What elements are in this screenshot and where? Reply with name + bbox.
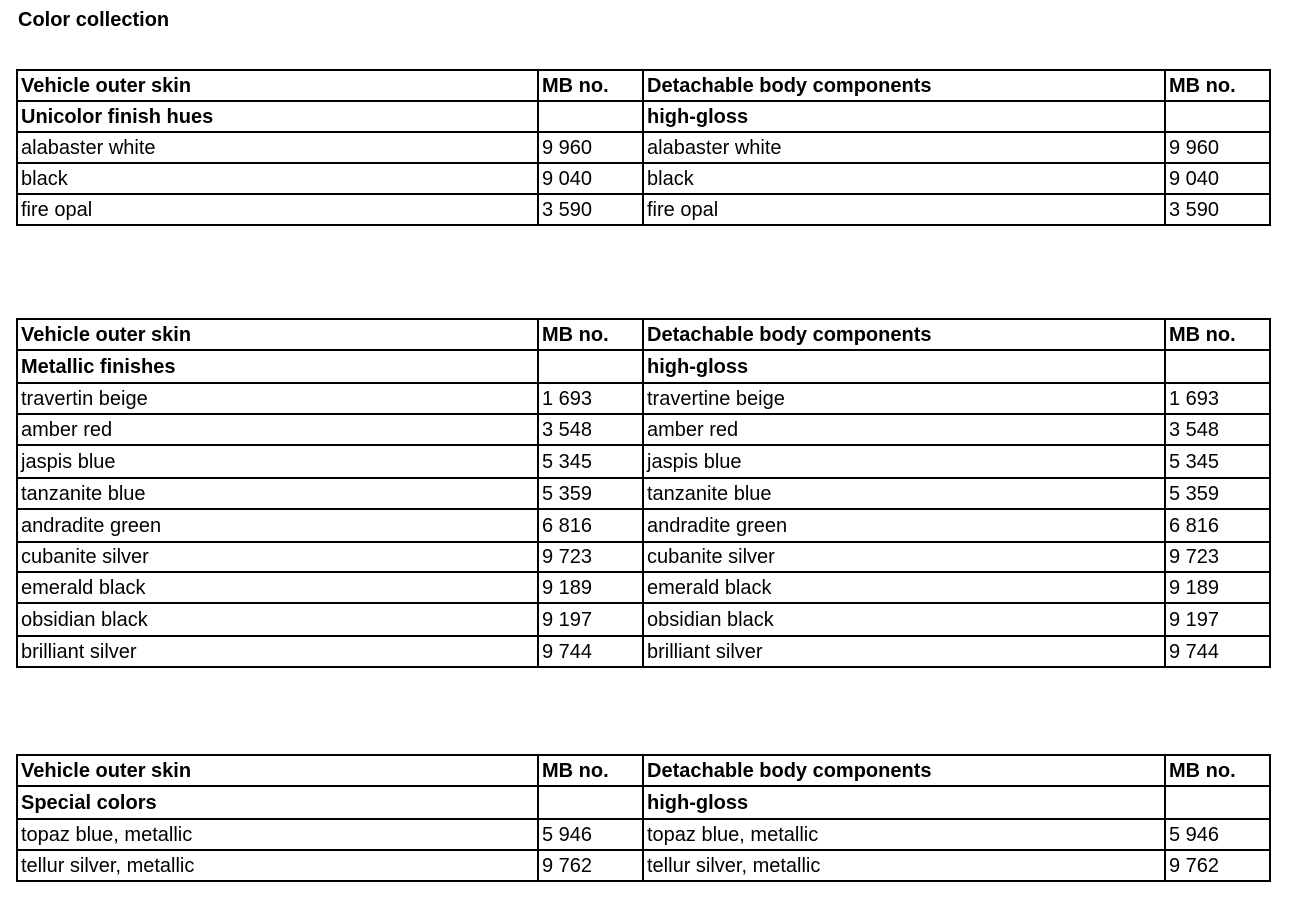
empty-cell <box>538 786 643 819</box>
outer-color-name: topaz blue, metallic <box>17 819 538 850</box>
outer-color-name: brilliant silver <box>17 636 538 667</box>
detach-color-name: emerald black <box>643 572 1165 603</box>
outer-color-name: travertin beige <box>17 383 538 414</box>
outer-color-name: black <box>17 163 538 194</box>
detach-color-name: cubanite silver <box>643 542 1165 572</box>
empty-cell <box>538 101 643 132</box>
outer-mb-number: 1 693 <box>538 383 643 414</box>
table-row <box>17 509 1270 542</box>
category-row <box>17 350 1270 383</box>
outer-mb-number: 9 040 <box>538 163 643 194</box>
empty-cell <box>538 350 643 383</box>
detach-mb-number: 3 590 <box>1165 194 1270 225</box>
outer-mb-number: 9 744 <box>538 636 643 667</box>
category-row <box>17 786 1270 819</box>
table-row <box>17 445 1270 478</box>
mb-no-header: MB no. <box>538 319 643 350</box>
mb-no-header: MB no. <box>538 755 643 786</box>
table-row <box>17 572 1270 603</box>
outer-mb-number: 9 723 <box>538 542 643 572</box>
detach-mb-number: 5 946 <box>1165 819 1270 850</box>
detach-color-name: alabaster white <box>643 132 1165 163</box>
table-row <box>17 383 1270 414</box>
detach-color-name: travertine beige <box>643 383 1165 414</box>
detachable-header: Detachable body components <box>643 319 1165 350</box>
category-row <box>17 101 1270 132</box>
detach-mb-number: 9 762 <box>1165 850 1270 881</box>
outer-skin-header: Vehicle outer skin <box>17 755 538 786</box>
outer-color-name: fire opal <box>17 194 538 225</box>
outer-color-name: andradite green <box>17 509 538 542</box>
detach-color-name: fire opal <box>643 194 1165 225</box>
detach-color-name: brilliant silver <box>643 636 1165 667</box>
detach-color-name: black <box>643 163 1165 194</box>
table-row <box>17 850 1270 881</box>
outer-color-name: tellur silver, metallic <box>17 850 538 881</box>
table-row <box>17 542 1270 572</box>
empty-cell <box>1165 101 1270 132</box>
detach-color-name: tellur silver, metallic <box>643 850 1165 881</box>
detach-color-name: andradite green <box>643 509 1165 542</box>
detachable-header: Detachable body components <box>643 70 1165 101</box>
category-label: Metallic finishes <box>17 350 538 383</box>
outer-mb-number: 9 197 <box>538 603 643 636</box>
detachable-header: Detachable body components <box>643 755 1165 786</box>
table-row <box>17 603 1270 636</box>
outer-skin-header: Vehicle outer skin <box>17 319 538 350</box>
header-row <box>17 755 1270 786</box>
header-row <box>17 319 1270 350</box>
table-row <box>17 636 1270 667</box>
outer-mb-number: 9 189 <box>538 572 643 603</box>
empty-cell <box>1165 786 1270 819</box>
mb-no-header: MB no. <box>1165 319 1270 350</box>
mb-no-header: MB no. <box>538 70 643 101</box>
detach-mb-number: 9 189 <box>1165 572 1270 603</box>
outer-mb-number: 9 762 <box>538 850 643 881</box>
detach-color-name: topaz blue, metallic <box>643 819 1165 850</box>
outer-mb-number: 5 345 <box>538 445 643 478</box>
special-colors-table <box>16 754 1271 882</box>
table-row <box>17 132 1270 163</box>
detach-color-name: amber red <box>643 414 1165 445</box>
outer-color-name: jaspis blue <box>17 445 538 478</box>
finish-label: high-gloss <box>643 101 1165 132</box>
detach-color-name: obsidian black <box>643 603 1165 636</box>
outer-color-name: cubanite silver <box>17 542 538 572</box>
table-row <box>17 819 1270 850</box>
detach-mb-number: 9 723 <box>1165 542 1270 572</box>
detach-mb-number: 3 548 <box>1165 414 1270 445</box>
detach-color-name: tanzanite blue <box>643 478 1165 509</box>
empty-cell <box>1165 350 1270 383</box>
outer-color-name: tanzanite blue <box>17 478 538 509</box>
table-row <box>17 163 1270 194</box>
page-title: Color collection <box>18 9 170 31</box>
outer-color-name: amber red <box>17 414 538 445</box>
detach-mb-number: 1 693 <box>1165 383 1270 414</box>
detach-mb-number: 5 359 <box>1165 478 1270 509</box>
metallic-table <box>16 318 1271 668</box>
header-row <box>17 70 1270 101</box>
outer-color-name: alabaster white <box>17 132 538 163</box>
outer-mb-number: 5 359 <box>538 478 643 509</box>
table-row <box>17 414 1270 445</box>
detach-mb-number: 9 960 <box>1165 132 1270 163</box>
outer-mb-number: 3 590 <box>538 194 643 225</box>
table-row <box>17 478 1270 509</box>
detach-mb-number: 5 345 <box>1165 445 1270 478</box>
outer-color-name: emerald black <box>17 572 538 603</box>
table-row <box>17 194 1270 225</box>
mb-no-header: MB no. <box>1165 755 1270 786</box>
outer-mb-number: 3 548 <box>538 414 643 445</box>
finish-label: high-gloss <box>643 786 1165 819</box>
category-label: Unicolor finish hues <box>17 101 538 132</box>
outer-mb-number: 9 960 <box>538 132 643 163</box>
detach-mb-number: 6 816 <box>1165 509 1270 542</box>
mb-no-header: MB no. <box>1165 70 1270 101</box>
finish-label: high-gloss <box>643 350 1165 383</box>
outer-color-name: obsidian black <box>17 603 538 636</box>
outer-mb-number: 6 816 <box>538 509 643 542</box>
detach-mb-number: 9 040 <box>1165 163 1270 194</box>
category-label: Special colors <box>17 786 538 819</box>
detach-color-name: jaspis blue <box>643 445 1165 478</box>
detach-mb-number: 9 744 <box>1165 636 1270 667</box>
outer-mb-number: 5 946 <box>538 819 643 850</box>
detach-mb-number: 9 197 <box>1165 603 1270 636</box>
outer-skin-header: Vehicle outer skin <box>17 70 538 101</box>
unicolor-table <box>16 69 1271 226</box>
